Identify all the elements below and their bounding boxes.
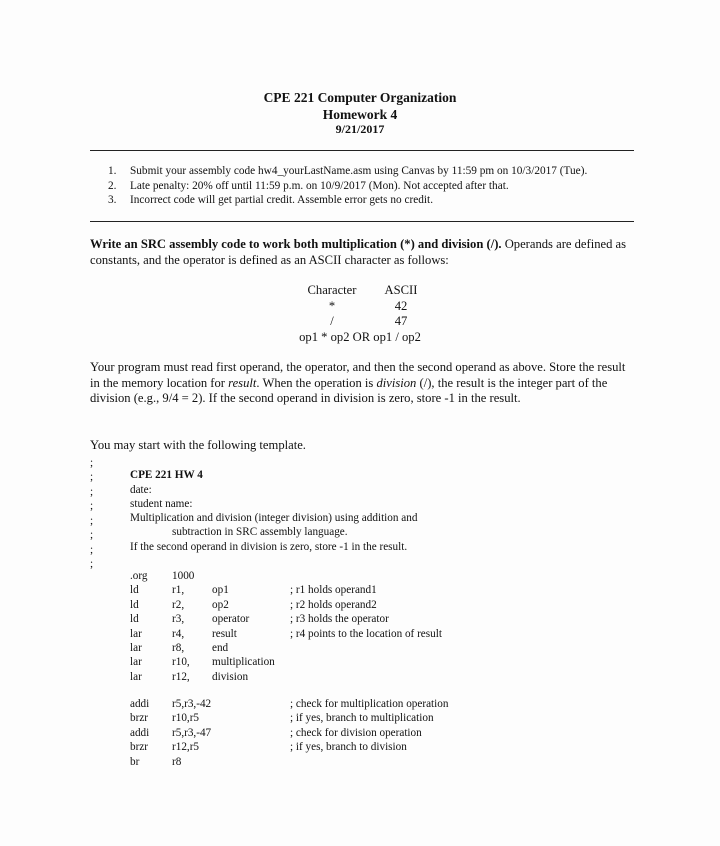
code-line: addi r5,r3,-47 ; check for division operation bbox=[130, 726, 422, 739]
code-block-setup bbox=[0, 569, 720, 684]
template-date: date: bbox=[130, 484, 152, 496]
operation-formula: op1 * op2 OR op1 / op2 bbox=[299, 329, 421, 344]
comment-semicolon: ; bbox=[90, 544, 94, 556]
code-line: lar r10, multiplication bbox=[130, 656, 275, 669]
code-line: ld r2, op2 ; r2 holds operand2 bbox=[130, 598, 377, 611]
code-line: lar r12, division bbox=[130, 670, 249, 683]
template-student: student name: bbox=[130, 498, 193, 510]
char-header: Character bbox=[307, 283, 357, 297]
comment-semicolon: ; bbox=[90, 471, 94, 483]
homework-title: Homework 4 bbox=[322, 107, 398, 122]
template-desc: If the second operand in division is zero, store -1 in the result. bbox=[130, 541, 408, 553]
ascii-row: / 47 bbox=[330, 314, 408, 329]
intro-bold: Write an SRC assembly code to work both multiplication (*) and division (/). bbox=[90, 237, 502, 251]
code-line: ld r1, op1 ; r1 holds operand1 bbox=[130, 584, 377, 597]
note-item: 1. Submit your assembly code hw4_yourLastName.asm using Canvas by 11:59 pm on 10/3/2017 (Tue). bbox=[108, 165, 588, 177]
template-desc: Multiplication and division (integer division) using addition and bbox=[130, 512, 418, 524]
comment-semicolon: ; bbox=[90, 558, 94, 570]
code-line: brzr r10,r5 ; if yes, branch to multiplication bbox=[130, 712, 434, 725]
ascii-table bbox=[0, 283, 720, 345]
comment-semicolon: ; bbox=[90, 486, 94, 498]
code-line: br r8 bbox=[130, 755, 182, 768]
comment-semicolon: ; bbox=[90, 515, 94, 527]
note-item: 2. Late penalty: 20% off until 11:59 p.m. on 10/9/2017 (Mon). Not accepted after that. bbox=[108, 179, 509, 192]
notes-list bbox=[108, 164, 587, 208]
intro-paragraph bbox=[90, 237, 635, 268]
code-line: .org 1000 bbox=[130, 570, 195, 582]
note-item: 3. Incorrect code will get partial credit. Assemble error gets no credit. bbox=[108, 194, 434, 206]
template-title: CPE 221 HW 4 bbox=[130, 469, 203, 481]
ascii-header-row bbox=[0, 283, 720, 299]
top-divider bbox=[90, 150, 634, 151]
homework-date: 9/21/2017 bbox=[335, 122, 385, 136]
ascii-row: * 42 bbox=[328, 298, 408, 313]
code-line: ld r3, operator ; r3 holds the operator bbox=[130, 613, 389, 626]
intro-rest: Operands are defined as constants, and the operator is defined as an ASCII character as follows: bbox=[90, 237, 627, 267]
comment-semicolon: ; bbox=[90, 529, 94, 541]
formula-row bbox=[0, 330, 720, 346]
bottom-divider bbox=[90, 221, 634, 222]
program-paragraph: Your program must read first operand, the operator, and then the second operand as above. Store the result in the memory location for result. When the operation is division (/), the result is the integer part of the division (e.g., 9/4 = 2). If the second operand in division is zero, store -1 in the result. bbox=[90, 360, 626, 406]
ascii-header: ASCII bbox=[384, 283, 418, 297]
code-line: brzr r12,r5 ; if yes, branch to division bbox=[130, 741, 407, 754]
template-intro: You may start with the following template. bbox=[90, 438, 306, 452]
code-block-dispatch bbox=[0, 697, 720, 769]
code-line: lar r4, result ; r4 points to the location of result bbox=[130, 627, 442, 640]
template-desc: subtraction in SRC assembly language. bbox=[172, 526, 348, 538]
comment-semicolon: ; bbox=[90, 457, 94, 469]
code-line: lar r8, end bbox=[130, 641, 229, 654]
comment-semicolon: ; bbox=[90, 500, 94, 512]
course-title: CPE 221 Computer Organization bbox=[263, 90, 457, 105]
code-line: addi r5,r3,-42 ; check for multiplication operation bbox=[130, 698, 449, 710]
